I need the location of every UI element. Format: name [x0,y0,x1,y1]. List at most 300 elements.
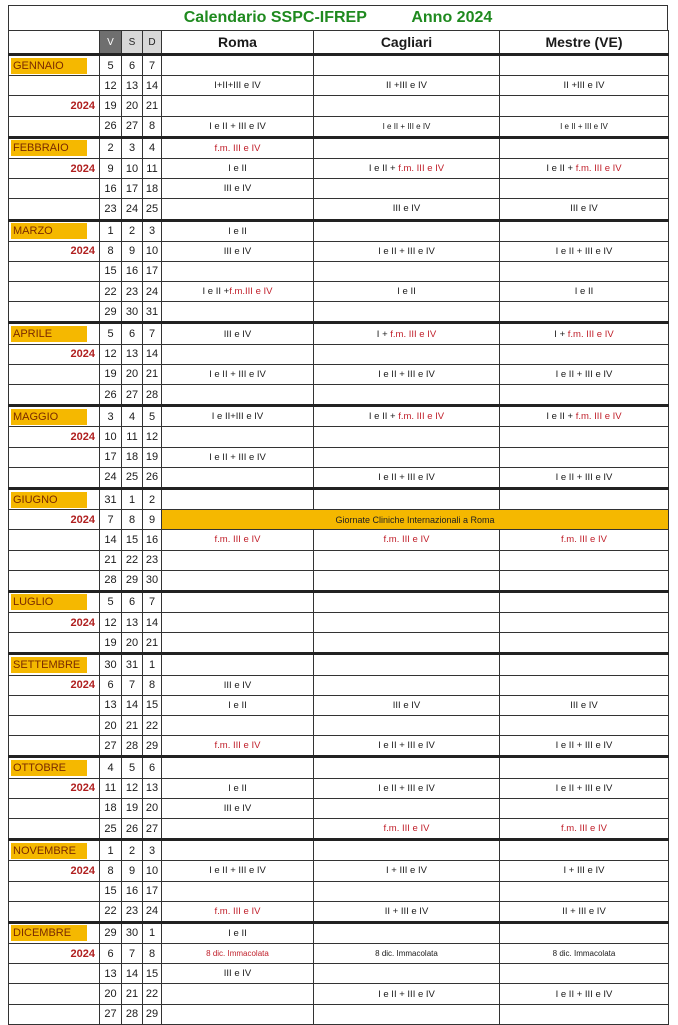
session-text: f.m.III e IV [229,286,273,298]
session-cagliari [314,675,500,695]
session-cagliari [314,96,500,116]
session-text: f.m. III e IV [398,163,445,175]
month-cell [9,137,100,158]
day-s: 9 [122,861,143,881]
session-text: I e II + III e IV [378,471,435,483]
month-cell [9,736,100,757]
session-mestre [500,220,669,241]
day-d: 21 [143,96,162,116]
session-cagliari [314,944,500,964]
table-row [9,510,669,530]
day-d: 8 [143,675,162,695]
day-d: 20 [143,798,162,818]
session-cagliari [314,840,500,861]
session-mestre [500,675,669,695]
session-cagliari [314,55,500,76]
month-cell [9,716,100,736]
day-v: 11 [100,778,122,798]
session-cagliari [314,757,500,778]
day-v: 28 [100,570,122,591]
day-s: 1 [122,488,143,509]
table-row [9,798,669,818]
session-text: III e IV [223,183,252,195]
month-cell [9,344,100,364]
month-year: 2024 [70,245,95,258]
day-s: 7 [122,675,143,695]
session-text: I + III e IV [386,865,427,877]
day-v: 9 [100,158,122,178]
table-row [9,818,669,839]
session-mestre [500,447,669,467]
table-row [9,984,669,1004]
day-d: 6 [143,757,162,778]
session-text: I e II [228,225,247,237]
day-d: 4 [143,137,162,158]
session-text: II + III e IV [562,905,606,917]
session-roma [162,818,314,839]
month-label: DICEMBRE [11,925,87,941]
session-mestre [500,241,669,261]
session-mestre [500,944,669,964]
session-cagliari [314,591,500,612]
session-cagliari [314,220,500,241]
session-cagliari [314,116,500,137]
session-roma [162,199,314,220]
month-cell [9,1004,100,1024]
table-row [9,116,669,137]
day-d: 16 [143,530,162,550]
session-mestre [500,570,669,591]
session-roma [162,550,314,570]
session-text: I e II [228,163,247,175]
session-text: I e II + [368,411,399,423]
header-v: V [100,31,122,55]
session-text: I e II + III e IV [209,368,266,380]
table-row [9,695,669,715]
session-roma [162,1004,314,1024]
session-text: I + [554,328,568,340]
month-label: FEBBRAIO [11,140,87,156]
table-row [9,570,669,591]
day-s: 16 [122,881,143,901]
session-text: II +III e IV [563,80,605,92]
day-s: 23 [122,901,143,922]
session-roma [162,530,314,550]
day-s: 27 [122,385,143,406]
session-mestre [500,861,669,881]
day-d: 24 [143,282,162,302]
day-d: 2 [143,488,162,509]
table-row [9,840,669,861]
day-v: 6 [100,944,122,964]
month-year: 2024 [70,99,95,112]
month-cell [9,364,100,384]
session-mestre [500,530,669,550]
table-row [9,488,669,509]
session-text: f.m. III e IV [575,411,622,423]
day-d: 7 [143,591,162,612]
day-d: 13 [143,778,162,798]
day-s: 7 [122,944,143,964]
header-mestre: Mestre (VE) [500,31,669,55]
day-v: 1 [100,220,122,241]
session-roma [162,757,314,778]
day-d: 9 [143,510,162,530]
session-mestre [500,964,669,984]
session-mestre [500,344,669,364]
day-s: 13 [122,613,143,633]
day-v: 22 [100,901,122,922]
day-s: 27 [122,116,143,137]
table-row [9,241,669,261]
session-text: III e IV [223,679,252,691]
session-roma [162,861,314,881]
table-row [9,633,669,654]
day-s: 31 [122,654,143,675]
session-text: I e II [574,286,594,298]
session-mestre [500,199,669,220]
session-roma [162,385,314,406]
day-v: 12 [100,76,122,96]
session-roma [162,922,314,943]
day-d: 22 [143,984,162,1004]
session-cagliari [314,364,500,384]
session-cagliari [314,447,500,467]
table-row [9,591,669,612]
day-v: 3 [100,406,122,427]
session-text: I e II + III e IV [378,988,435,1000]
day-d: 30 [143,570,162,591]
session-text: 8 dic. Immacolata [552,949,616,959]
table-row [9,716,669,736]
day-s: 20 [122,633,143,654]
day-s: 9 [122,241,143,261]
session-cagliari [314,861,500,881]
session-mestre [500,76,669,96]
day-v: 13 [100,695,122,715]
table-row [9,282,669,302]
session-cagliari [314,199,500,220]
session-cagliari [314,385,500,406]
session-text: f.m. III e IV [390,328,437,340]
session-mestre [500,757,669,778]
day-v: 23 [100,199,122,220]
session-text: I e II + III e IV [378,368,435,380]
session-mestre [500,282,669,302]
session-cagliari [314,467,500,488]
table-row [9,447,669,467]
day-v: 18 [100,798,122,818]
session-cagliari [314,818,500,839]
session-text: 8 dic. Immacolata [206,949,269,959]
month-cell [9,550,100,570]
month-label: SETTEMBRE [11,657,87,673]
month-label: APRILE [11,326,87,342]
month-cell [9,570,100,591]
day-d: 1 [143,922,162,943]
title-text: Calendario SSPC-IFREP [183,9,367,26]
month-cell [9,488,100,509]
session-cagliari [314,716,500,736]
session-mestre [500,778,669,798]
month-cell [9,510,100,530]
session-roma [162,736,314,757]
session-text: I e II + III e IV [555,471,613,483]
session-text: I e II + III e IV [555,988,613,1000]
day-v: 25 [100,818,122,839]
session-cagliari [314,798,500,818]
month-cell [9,964,100,984]
day-s: 21 [122,716,143,736]
day-v: 5 [100,323,122,344]
month-cell [9,675,100,695]
session-roma [162,964,314,984]
table-row [9,323,669,344]
day-s: 30 [122,922,143,943]
day-d: 29 [143,736,162,757]
day-d: 27 [143,818,162,839]
session-roma [162,302,314,323]
session-mestre [500,798,669,818]
day-d: 12 [143,427,162,447]
day-d: 14 [143,76,162,96]
day-s: 2 [122,220,143,241]
table-row [9,220,669,241]
month-cell [9,261,100,281]
table-row [9,736,669,757]
day-v: 19 [100,96,122,116]
day-v: 26 [100,385,122,406]
session-mestre [500,364,669,384]
session-mestre [500,881,669,901]
session-cagliari [314,344,500,364]
header-cagliari: Cagliari [314,31,500,55]
session-text: II +III e IV [386,80,427,92]
day-d: 17 [143,261,162,281]
session-roma [162,654,314,675]
day-d: 5 [143,406,162,427]
session-mestre [500,922,669,943]
session-cagliari [314,778,500,798]
month-cell [9,427,100,447]
day-v: 15 [100,881,122,901]
day-v: 17 [100,447,122,467]
day-d: 14 [143,344,162,364]
session-mestre [500,736,669,757]
session-cagliari [314,964,500,984]
month-cell [9,881,100,901]
event-banner: Giornate Cliniche Internazionali a Roma [162,510,669,530]
day-s: 20 [122,96,143,116]
month-cell [9,633,100,654]
day-v: 8 [100,861,122,881]
session-cagliari [314,530,500,550]
day-v: 24 [100,467,122,488]
table-row [9,344,669,364]
session-roma [162,716,314,736]
session-text: f.m. III e IV [214,740,261,752]
session-text: f.m. III e IV [567,328,614,340]
day-s: 11 [122,427,143,447]
session-mestre [500,591,669,612]
header-s: S [122,31,143,55]
day-d: 29 [143,1004,162,1024]
session-cagliari [314,984,500,1004]
day-v: 20 [100,984,122,1004]
session-text: I e II + [202,286,230,298]
session-cagliari [314,633,500,654]
session-mestre [500,840,669,861]
session-roma [162,778,314,798]
month-cell [9,220,100,241]
session-mestre [500,96,669,116]
month-label: NOVEMBRE [11,843,87,859]
day-v: 27 [100,1004,122,1024]
session-text: I+II+III e IV [214,80,261,92]
session-text: III e IV [223,245,252,257]
day-d: 21 [143,364,162,384]
day-d: 28 [143,385,162,406]
day-d: 3 [143,840,162,861]
session-text: f.m. III e IV [214,905,261,917]
month-cell [9,798,100,818]
day-s: 19 [122,798,143,818]
day-s: 14 [122,964,143,984]
table-row [9,1004,669,1024]
session-roma [162,613,314,633]
session-mestre [500,323,669,344]
day-v: 26 [100,116,122,137]
month-cell [9,76,100,96]
table-row [9,179,669,199]
session-roma [162,220,314,241]
table-row [9,922,669,943]
day-v: 16 [100,179,122,199]
session-text: I e II [228,927,247,939]
table-row [9,901,669,922]
day-v: 19 [100,364,122,384]
table-row [9,530,669,550]
session-text: I e II [397,286,416,298]
session-text: I e II + III e IV [555,782,613,794]
month-cell [9,302,100,323]
month-cell [9,984,100,1004]
session-text: I e II + III e IV [382,121,431,131]
table-row [9,550,669,570]
month-year: 2024 [70,679,95,692]
session-text: III e IV [570,699,598,711]
table-row [9,654,669,675]
session-text: I e II + [546,411,576,423]
session-text: f.m. III e IV [214,142,261,154]
header-d: D [143,31,162,55]
session-mestre [500,818,669,839]
day-d: 18 [143,179,162,199]
session-cagliari [314,922,500,943]
session-cagliari [314,613,500,633]
day-d: 24 [143,901,162,922]
day-s: 28 [122,1004,143,1024]
session-text: I e II + III e IV [378,245,435,257]
day-s: 15 [122,530,143,550]
day-v: 2 [100,137,122,158]
day-s: 10 [122,158,143,178]
day-v: 19 [100,633,122,654]
session-text: f.m. III e IV [561,534,607,546]
day-v: 14 [100,530,122,550]
month-cell [9,922,100,943]
day-s: 18 [122,447,143,467]
day-d: 8 [143,944,162,964]
session-text: III e IV [223,802,252,814]
session-roma [162,261,314,281]
day-v: 30 [100,654,122,675]
month-cell [9,116,100,137]
day-v: 1 [100,840,122,861]
session-mestre [500,179,669,199]
month-cell [9,447,100,467]
day-d: 1 [143,654,162,675]
month-cell [9,818,100,839]
session-mestre [500,137,669,158]
month-cell [9,840,100,861]
table-row [9,406,669,427]
month-header [9,31,100,55]
session-roma [162,427,314,447]
session-mestre [500,716,669,736]
session-cagliari [314,570,500,591]
table-row [9,757,669,778]
session-roma [162,76,314,96]
day-v: 27 [100,736,122,757]
session-text: f.m. III e IV [214,534,261,546]
month-year: 2024 [70,430,95,443]
day-v: 5 [100,591,122,612]
session-roma [162,901,314,922]
session-cagliari [314,427,500,447]
day-d: 22 [143,716,162,736]
month-cell [9,944,100,964]
session-text: III e IV [223,328,252,340]
session-cagliari [314,1004,500,1024]
session-mestre [500,427,669,447]
session-text: I + III e IV [563,865,605,877]
session-mestre [500,695,669,715]
day-s: 13 [122,76,143,96]
session-cagliari [314,406,500,427]
session-roma [162,570,314,591]
session-roma [162,591,314,612]
session-roma [162,96,314,116]
session-cagliari [314,241,500,261]
table-row [9,944,669,964]
day-v: 13 [100,964,122,984]
session-cagliari [314,695,500,715]
table-row [9,158,669,178]
month-label: MAGGIO [11,409,87,425]
day-s: 25 [122,467,143,488]
session-roma [162,406,314,427]
calendar-page [8,5,668,1025]
session-roma [162,55,314,76]
table-row [9,96,669,116]
day-d: 8 [143,116,162,137]
session-mestre [500,613,669,633]
session-text: I e II [228,699,247,711]
session-mestre [500,406,669,427]
session-text: I e II + III e IV [555,740,613,752]
day-d: 15 [143,695,162,715]
